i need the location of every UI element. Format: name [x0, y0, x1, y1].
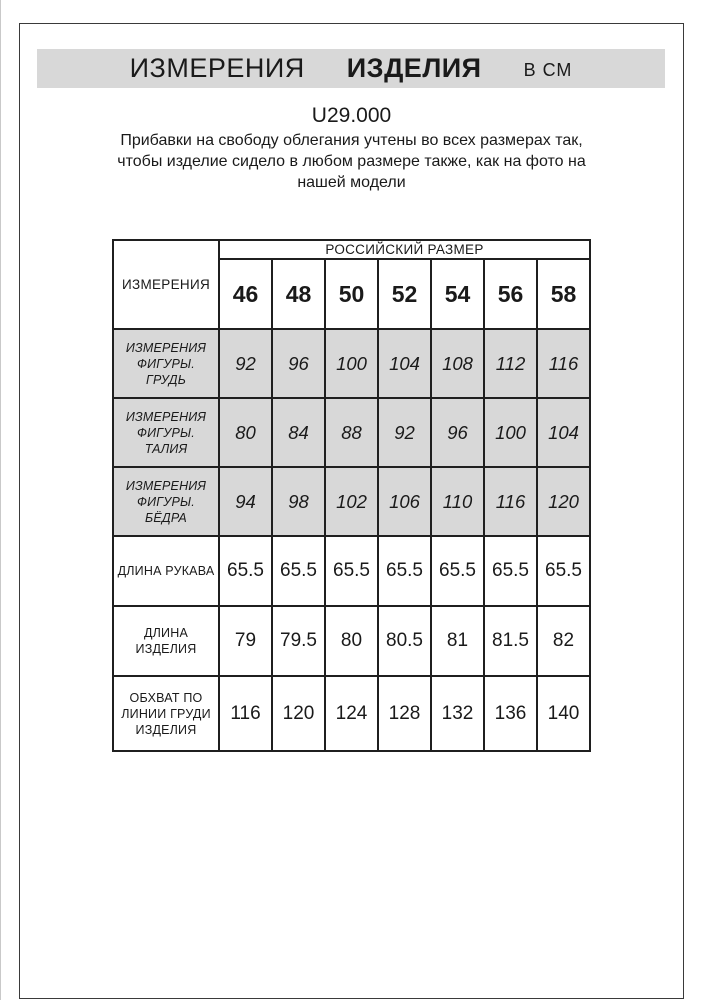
size-header-cell: 56	[484, 259, 537, 329]
measurement-cell: 81	[431, 606, 484, 676]
measurement-cell: 81.5	[484, 606, 537, 676]
measurement-cell: 65.5	[484, 536, 537, 606]
title-bar	[37, 49, 665, 88]
title-word-measurements: ИЗМЕРЕНИЯ	[129, 53, 305, 83]
row-label: ОБХВАТ ПО ЛИНИИ ГРУДИ ИЗДЕЛИЯ	[113, 676, 219, 751]
measurement-cell: 92	[219, 329, 272, 398]
measurement-cell: 104	[378, 329, 431, 398]
russian-size-header: РОССИЙСКИЙ РАЗМЕР	[219, 240, 590, 259]
size-header-cell: 50	[325, 259, 378, 329]
table-row	[113, 467, 590, 536]
measurement-cell: 65.5	[219, 536, 272, 606]
measurement-cell: 100	[484, 398, 537, 467]
measurement-cell: 96	[272, 329, 325, 398]
measurement-cell: 128	[378, 676, 431, 751]
measurement-cell: 98	[272, 467, 325, 536]
measurement-cell: 102	[325, 467, 378, 536]
measurement-cell: 140	[537, 676, 590, 751]
measurement-cell: 108	[431, 329, 484, 398]
size-header-cell: 48	[272, 259, 325, 329]
row-label: ИЗМЕРЕНИЯ ФИГУРЫ. ГРУДЬ	[113, 329, 219, 398]
measurement-cell: 79.5	[272, 606, 325, 676]
measurement-cell: 104	[537, 398, 590, 467]
table-row	[113, 398, 590, 467]
group-header-row	[113, 240, 590, 259]
measurement-cell: 116	[537, 329, 590, 398]
table-row	[113, 329, 590, 398]
measurement-cell: 136	[484, 676, 537, 751]
measurement-cell: 106	[378, 467, 431, 536]
size-header-cell: 54	[431, 259, 484, 329]
measurement-cell: 100	[325, 329, 378, 398]
title-unit-cm: В СМ	[523, 59, 573, 80]
size-header-cell: 52	[378, 259, 431, 329]
size-header-cell: 58	[537, 259, 590, 329]
measurement-cell: 80	[219, 398, 272, 467]
page-border-frame	[19, 23, 684, 999]
measurement-cell: 65.5	[431, 536, 484, 606]
measurement-cell: 80.5	[378, 606, 431, 676]
scan-edge-artifact	[0, 0, 1, 1000]
row-label: ИЗМЕРЕНИЯ ФИГУРЫ. ТАЛИЯ	[113, 398, 219, 467]
row-label: ДЛИНА РУКАВА	[113, 536, 219, 606]
model-code: U29.000	[311, 104, 392, 127]
table-row	[113, 536, 590, 606]
measurement-cell: 132	[431, 676, 484, 751]
measurement-cell: 124	[325, 676, 378, 751]
measurement-cell: 79	[219, 606, 272, 676]
size-table	[112, 239, 591, 752]
measurement-cell: 88	[325, 398, 378, 467]
table-row	[113, 676, 590, 751]
measurement-cell: 112	[484, 329, 537, 398]
measurement-cell: 65.5	[378, 536, 431, 606]
size-table-body	[113, 329, 590, 751]
fit-note-line: чтобы изделие сидело в любом размере также, как на фото на	[117, 153, 586, 170]
measurement-cell: 94	[219, 467, 272, 536]
measurement-cell: 80	[325, 606, 378, 676]
measurement-cell: 65.5	[272, 536, 325, 606]
measurement-cell: 120	[272, 676, 325, 751]
measurement-cell: 82	[537, 606, 590, 676]
title-word-product: ИЗДЕЛИЯ	[346, 53, 482, 83]
measurement-cell: 116	[484, 467, 537, 536]
fit-note-line: Прибавки на свободу облегания учтены во всех размерах так,	[120, 132, 583, 149]
size-header-cell: 46	[219, 259, 272, 329]
measurement-cell: 84	[272, 398, 325, 467]
measurement-cell: 116	[219, 676, 272, 751]
measurements-column-header: ИЗМЕРЕНИЯ	[113, 240, 219, 329]
table-row	[113, 606, 590, 676]
measurement-cell: 92	[378, 398, 431, 467]
fit-note	[20, 130, 683, 193]
row-label: ИЗМЕРЕНИЯ ФИГУРЫ. БЁДРА	[113, 467, 219, 536]
measurement-cell: 96	[431, 398, 484, 467]
measurement-cell: 110	[431, 467, 484, 536]
measurement-cell: 120	[537, 467, 590, 536]
measurement-cell: 65.5	[537, 536, 590, 606]
row-label: ДЛИНА ИЗДЕЛИЯ	[113, 606, 219, 676]
fit-note-line: нашей модели	[297, 174, 406, 191]
measurement-cell: 65.5	[325, 536, 378, 606]
